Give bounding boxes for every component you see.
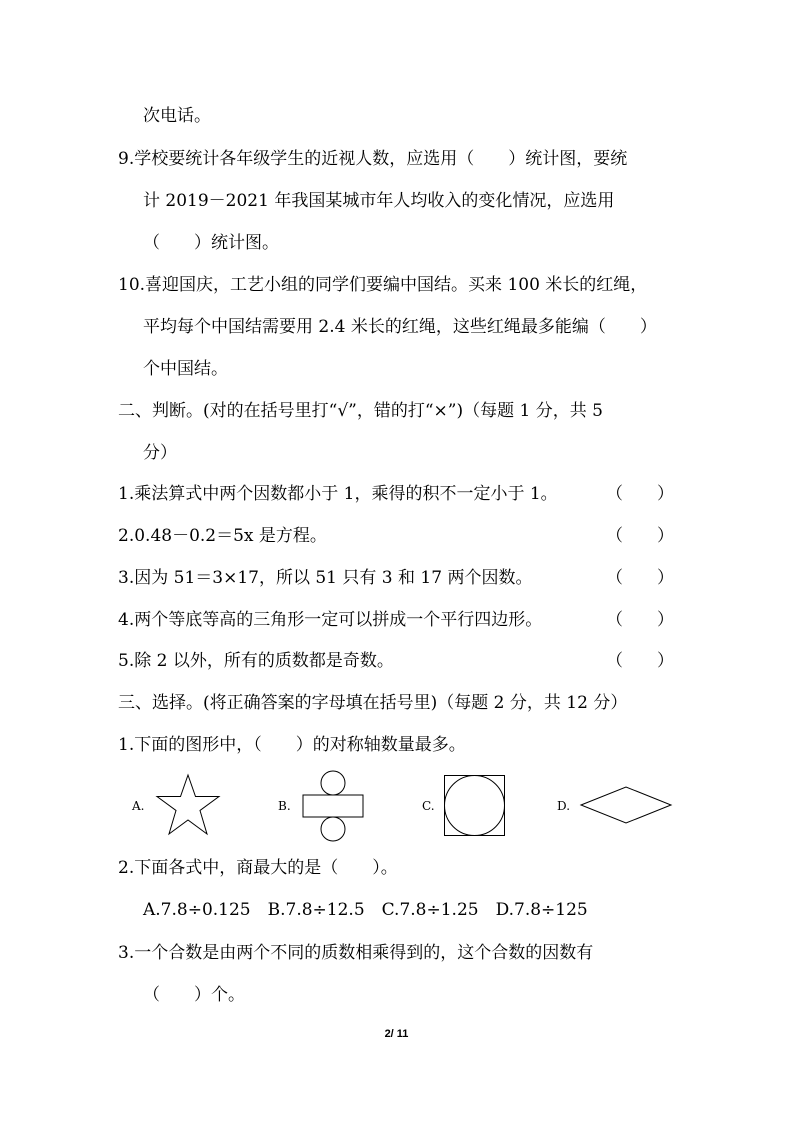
judge-item-5: 5.除 2 以外，所有的质数都是奇数。 bbox=[118, 651, 394, 671]
page-number: 2/ 11 bbox=[384, 1028, 409, 1040]
q9-line2: 计 2019－2021 年我国某城市年人均收入的变化情况，应选用 bbox=[143, 191, 615, 211]
judge-answer-blank-2[interactable]: （ ） bbox=[606, 526, 674, 546]
q9-line1: 9.学校要统计各年级学生的近视人数，应选用（ ）统计图，要统 bbox=[118, 149, 628, 169]
q9-line3: （ ）统计图。 bbox=[143, 233, 279, 253]
rhombus-icon bbox=[580, 786, 672, 824]
judge-item-4: 4.两个等底等高的三角形一定可以拼成一个平行四边形。 bbox=[118, 610, 543, 630]
shape-label-a: A. bbox=[132, 799, 145, 813]
choice-q2: 2.下面各式中，商最大的是（ ）。 bbox=[118, 858, 398, 878]
choice-q3-line2: （ ）个。 bbox=[143, 985, 245, 1005]
section2-heading-cont: 分） bbox=[143, 443, 177, 463]
shape-label-d: D. bbox=[557, 799, 571, 813]
section2-heading: 二、判断。(对的在括号里打“√”，错的打“×”)（每题 1 分，共 5 bbox=[118, 401, 603, 421]
shape-label-c: C. bbox=[422, 799, 435, 813]
judge-item-1: 1.乘法算式中两个因数都小于 1，乘得的积不一定小于 1。 bbox=[118, 484, 558, 504]
circle-in-square-icon bbox=[444, 775, 506, 837]
q10-line1: 10.喜迎国庆，工艺小组的同学们要编中国结。买来 100 米长的红绳， bbox=[118, 275, 648, 295]
judge-answer-blank-4[interactable]: （ ） bbox=[606, 610, 674, 630]
q10-line2: 平均每个中国结需要用 2.4 米长的红绳，这些红绳最多能编（ ） bbox=[143, 317, 657, 337]
choice-q3-line1: 3.一个合数是由两个不同的质数相乘得到的，这个合数的因数有 bbox=[118, 943, 594, 963]
judge-answer-blank-1[interactable]: （ ） bbox=[606, 484, 674, 504]
choice-q1: 1.下面的图形中，（ ）的对称轴数量最多。 bbox=[118, 735, 466, 755]
star-icon bbox=[156, 774, 220, 836]
judge-answer-blank-5[interactable]: （ ） bbox=[606, 651, 674, 671]
judge-answer-blank-3[interactable]: （ ） bbox=[606, 568, 674, 588]
circles-rectangle-icon bbox=[302, 770, 364, 842]
q10-line3: 个中国结。 bbox=[143, 359, 228, 379]
judge-item-3: 3.因为 51＝3×17，所以 51 只有 3 和 17 两个因数。 bbox=[118, 568, 533, 588]
judge-item-2: 2.0.48－0.2＝5x 是方程。 bbox=[118, 526, 327, 546]
shape-label-b: B. bbox=[278, 799, 291, 813]
section3-heading: 三、选择。(将正确答案的字母填在括号里)（每题 2 分，共 12 分） bbox=[118, 693, 628, 713]
choice-q2-options: A.7.8÷0.125 B.7.8÷12.5 C.7.8÷1.25 D.7.8÷125 bbox=[143, 900, 588, 920]
q8-tail: 次电话。 bbox=[143, 106, 211, 126]
